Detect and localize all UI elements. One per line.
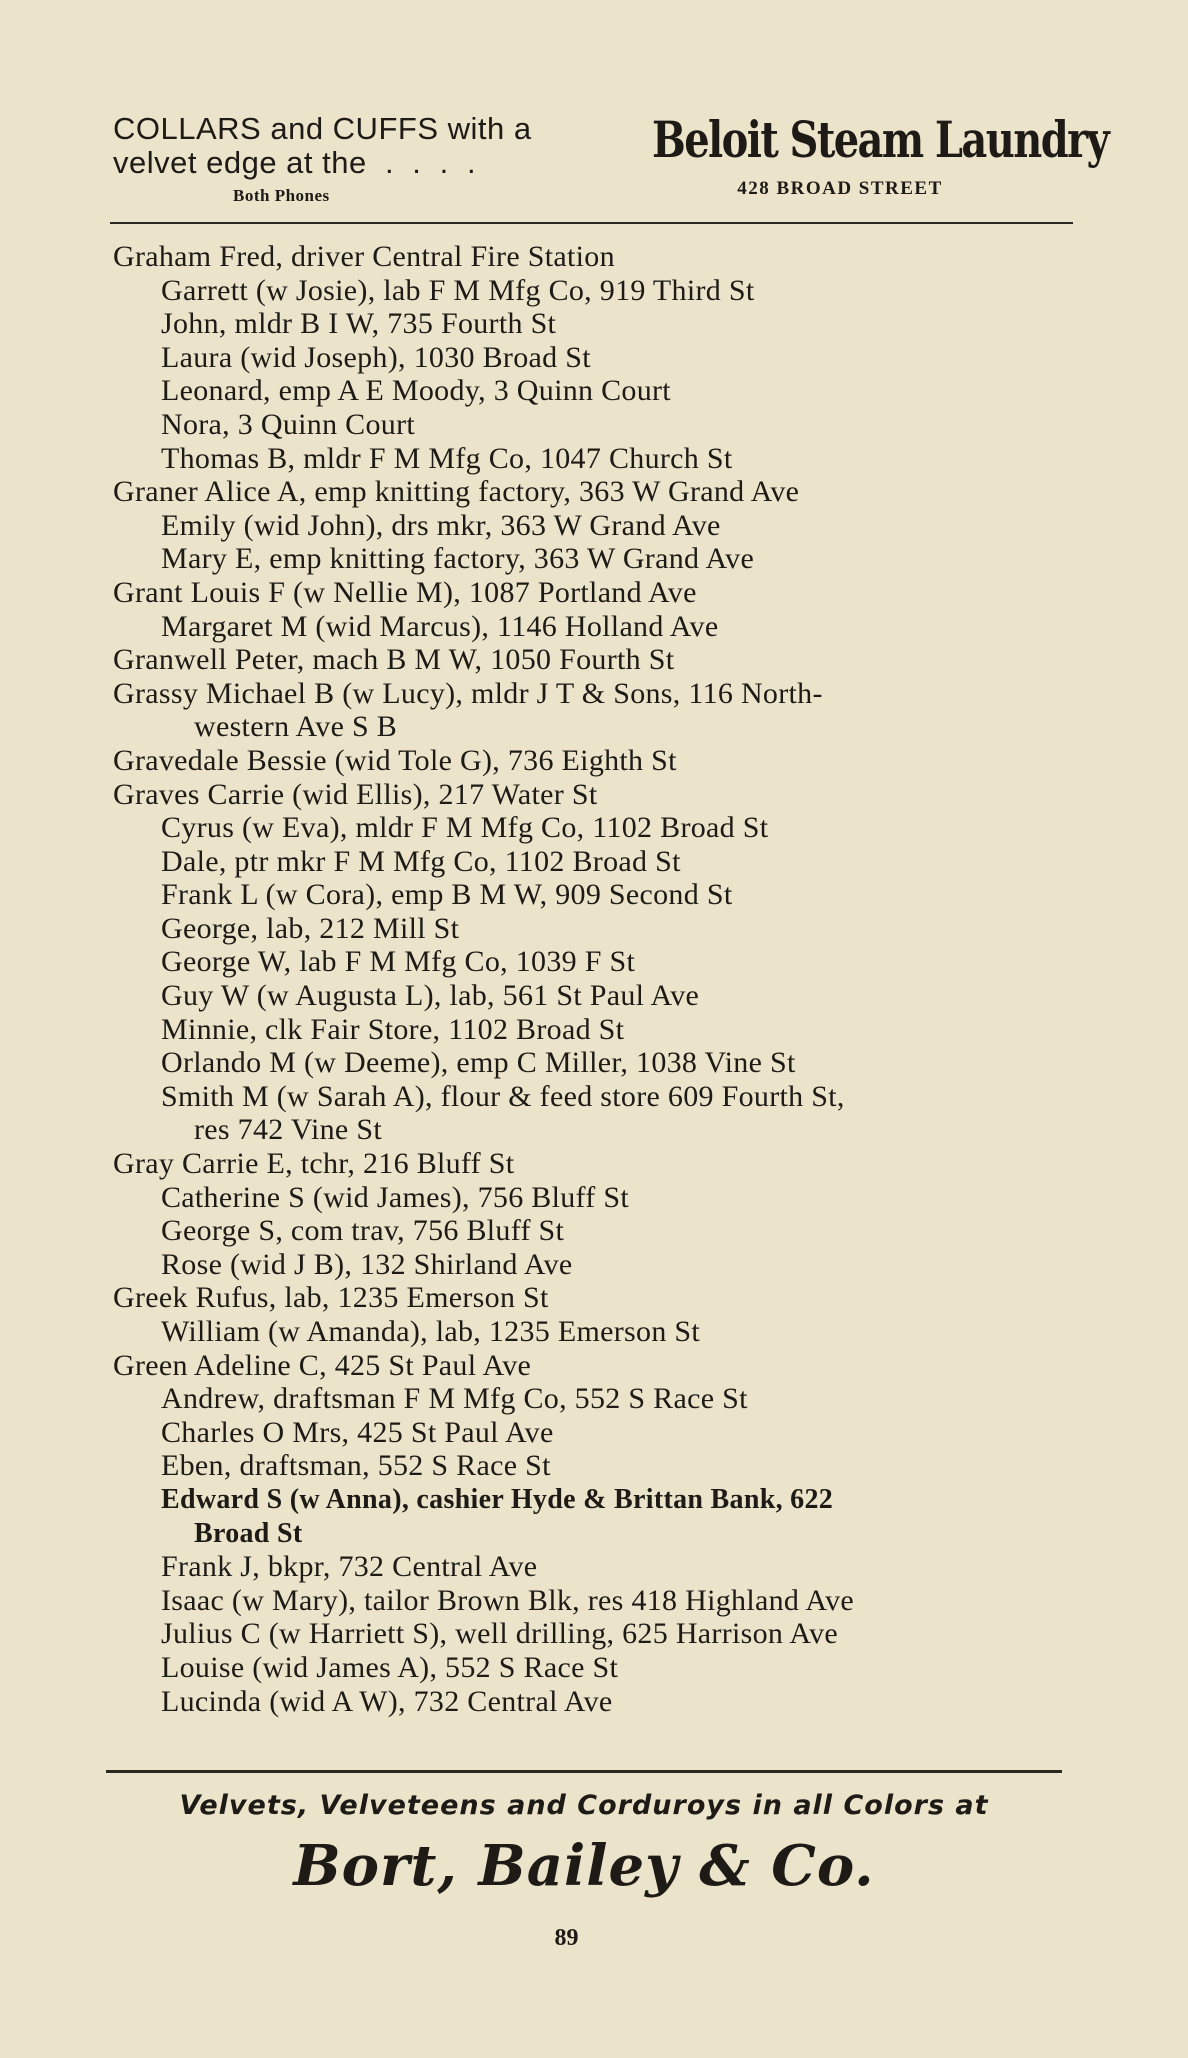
header-ad-collars	[113, 112, 603, 206]
footer-ad-company: Bort, Bailey & Co.	[293, 1833, 875, 1899]
directory-entry: Graham Fred, driver Central Fire Station	[113, 240, 615, 273]
directory-entry: Isaac (w Mary), tailor Brown Blk, res 418 Highland Ave	[161, 1583, 854, 1617]
directory-entry: Garrett (w Josie), lab F M Mfg Co, 919 Third St	[161, 273, 755, 307]
directory-entry: Green Adeline C, 425 St Paul Ave	[113, 1348, 532, 1382]
directory-entry: George, lab, 212 Mill St	[161, 911, 460, 945]
directory-entry: Greek Rufus, lab, 1235 Emerson St	[113, 1281, 549, 1315]
directory-entry: Leonard, emp A E Moody, 3 Quinn Court	[161, 374, 671, 408]
header-ad-laundry	[605, 108, 1109, 200]
directory-entry: Eben, draftsman, 552 S Race St	[161, 1449, 551, 1483]
directory-entry: Rose (wid J B), 132 Shirland Ave	[161, 1247, 573, 1281]
directory-entry: Nora, 3 Quinn Court	[161, 407, 416, 441]
directory-entry: Gray Carrie E, tchr, 216 Bluff St	[113, 1147, 515, 1181]
directory-entry: Granwell Peter, mach B M W, 1050 Fourth St	[113, 643, 675, 677]
directory-entry: Lucinda (wid A W), 732 Central Ave	[161, 1684, 613, 1718]
directory-listing	[113, 240, 1073, 1718]
directory-entry: Mary E, emp knitting factory, 363 W Grand Ave	[161, 542, 755, 576]
footer-divider	[106, 1770, 1062, 1773]
directory-entry: Andrew, draftsman F M Mfg Co, 552 S Race St	[161, 1382, 748, 1416]
directory-entry: Frank L (w Cora), emp B M W, 909 Second St	[161, 878, 733, 912]
directory-entry: George S, com trav, 756 Bluff St	[161, 1214, 565, 1248]
header-ad-line-2: velvet edge at the . . . .	[113, 145, 477, 180]
header-divider	[110, 222, 1073, 224]
directory-entry: Minnie, clk Fair Store, 1102 Broad St	[161, 1012, 625, 1046]
directory-entry: Grant Louis F (w Nellie M), 1087 Portland Ave	[113, 575, 697, 609]
header-phones: Both Phones	[233, 186, 330, 205]
directory-entry: Laura (wid Joseph), 1030 Broad St	[161, 340, 591, 374]
directory-entry: Broad St	[194, 1517, 303, 1549]
directory-entry: Guy W (w Augusta L), lab, 561 St Paul Ave	[161, 979, 700, 1013]
directory-entry: Frank J, bkpr, 732 Central Ave	[161, 1550, 538, 1584]
directory-entry: John, mldr B I W, 735 Fourth St	[161, 307, 557, 341]
directory-entry: Louise (wid James A), 552 S Race St	[161, 1650, 619, 1684]
footer-ad-tagline: Velvets, Velveteens and Corduroys in all Colors at	[179, 1790, 989, 1821]
laundry-address: 428 BROAD STREET	[737, 178, 943, 199]
page-number: 89	[554, 1925, 579, 1951]
directory-entry: Catherine S (wid James), 756 Bluff St	[161, 1180, 629, 1214]
header-ad-line-1: COLLARS and CUFFS with a	[113, 111, 532, 146]
directory-entry: Thomas B, mldr F M Mfg Co, 1047 Church St	[161, 441, 733, 475]
directory-entry: George W, lab F M Mfg Co, 1039 F St	[161, 945, 636, 979]
directory-entry: Emily (wid John), drs mkr, 363 W Grand Ave	[161, 508, 721, 542]
directory-entry: Graves Carrie (wid Ellis), 217 Water St	[113, 777, 598, 811]
directory-entry: Dale, ptr mkr F M Mfg Co, 1102 Broad St	[161, 844, 681, 878]
directory-entry: Margaret M (wid Marcus), 1146 Holland Ave	[161, 609, 719, 643]
directory-entry: Edward S (w Anna), cashier Hyde & Brittan Bank, 622	[161, 1483, 834, 1515]
laundry-brand: Beloit Steam Laundry	[652, 110, 1109, 169]
directory-entry: Cyrus (w Eva), mldr F M Mfg Co, 1102 Broad St	[161, 811, 769, 845]
directory-entry: Gravedale Bessie (wid Tole G), 736 Eighth St	[113, 743, 677, 777]
directory-entry: Charles O Mrs, 425 St Paul Ave	[161, 1415, 554, 1449]
directory-entry: Orlando M (w Deeme), emp C Miller, 1038 Vine St	[161, 1046, 796, 1080]
directory-entry: western Ave S B	[194, 710, 398, 744]
directory-entry: Graner Alice A, emp knitting factory, 363 W Grand Ave	[113, 475, 800, 509]
directory-entry: Smith M (w Sarah A), flour & feed store 609 Fourth St,	[161, 1079, 845, 1113]
directory-entry: Grassy Michael B (w Lucy), mldr J T & Sons, 116 North-	[113, 676, 823, 710]
directory-entry: William (w Amanda), lab, 1235 Emerson St	[161, 1315, 701, 1348]
directory-entry: Julius C (w Harriett S), well drilling, 625 Harrison Ave	[161, 1617, 838, 1651]
directory-entry: res 742 Vine St	[194, 1113, 382, 1147]
